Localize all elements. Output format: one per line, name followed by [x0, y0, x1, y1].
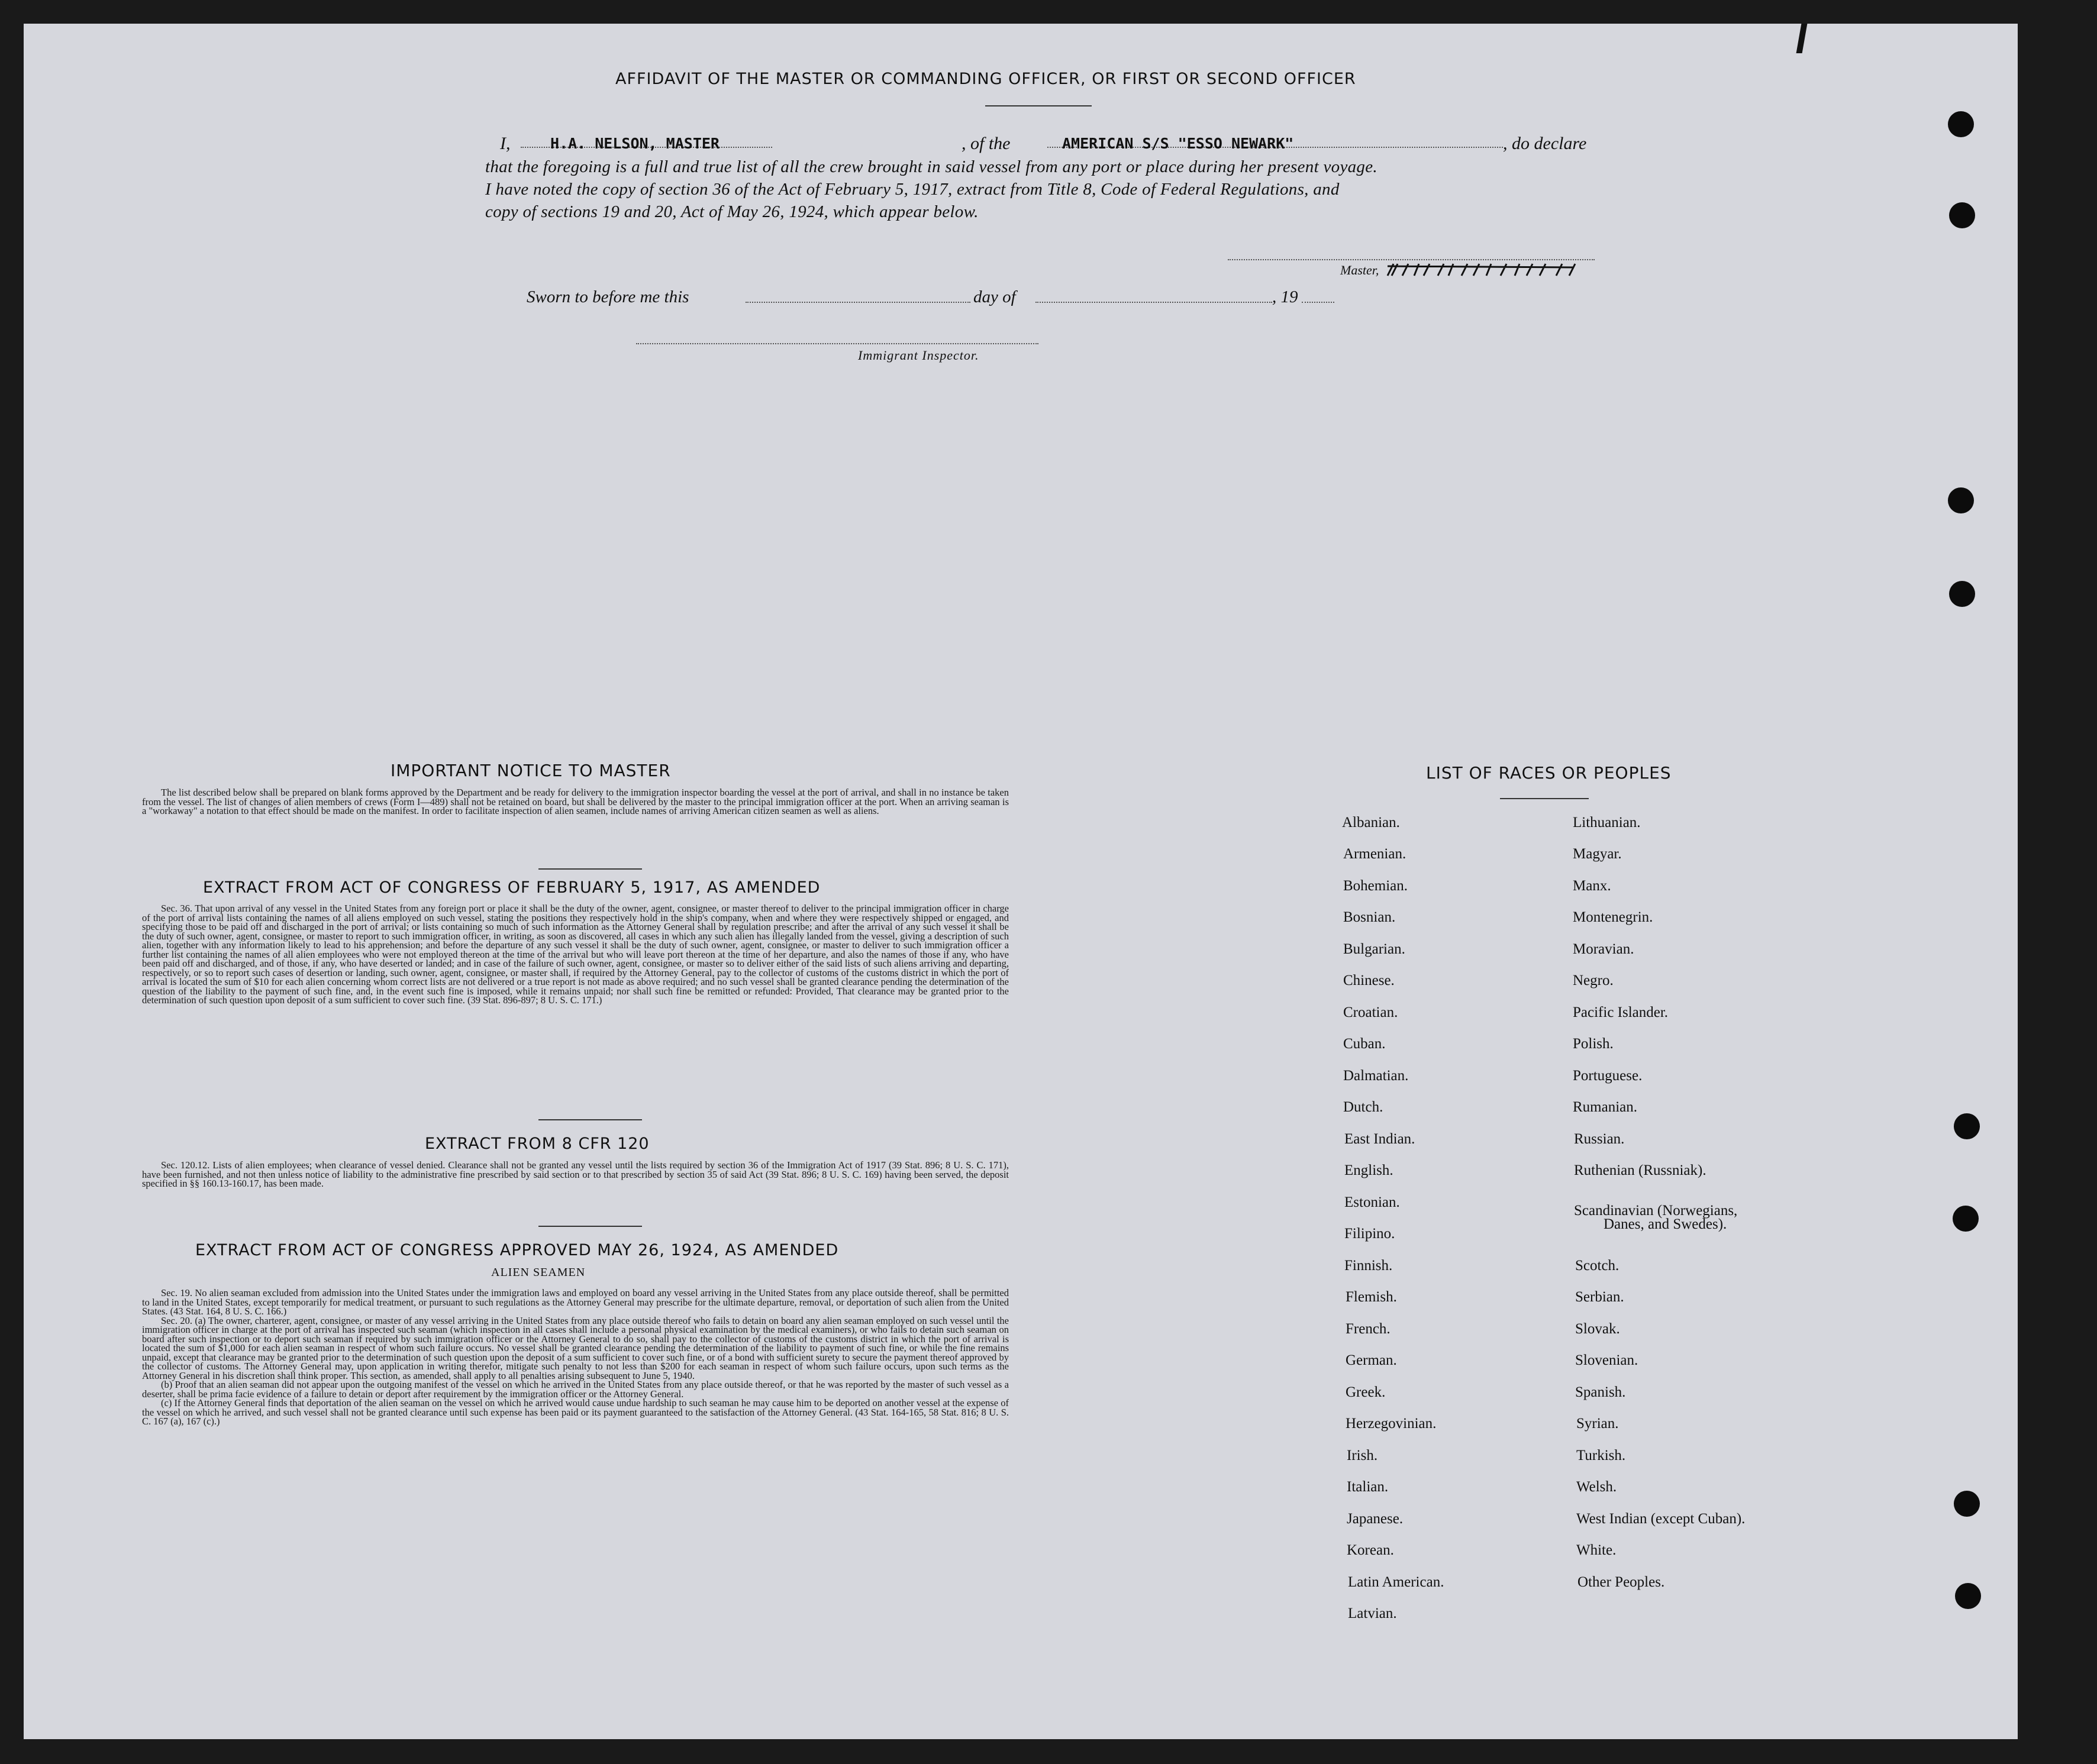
section-20a-paragraph: Sec. 20. (a) The owner, charterer, agent, consignee, or master of any vessel arriving in the United States from any place outside thereof who fails to detain on board any alien seaman employed on such vessel until the immigration officer in charge at the port of arrival has inspected such seaman (which inspection in all cases shall include a personal physical examination by the medical examiners), or who fails to detain such seaman on board after such inspection or to deport such seaman if required by such immigration officer or the Attorney General to do so, shall pay to the collector of customs of the customs district in which the port of arrival is located the sum of $1,000 for each alien seaman in respect of whom such failure occurs. No vessel shall be granted clearance pending the determination of the liability to payment of such fine, or while the fine remains unpaid, except that clearance may be granted prior to the determination of such question upon the deposit of a sum sufficient to cover such fine, or of a bond with sufficient surety to secure the payment thereof approved by the collector of customs. The Attorney General may, upon application in writing therefor, mitigate such penalty to not less than $200 for each seaman in respect of whom such failure occurs, upon such terms as the Attorney General in his discretion shall think proper. This section, as amended, shall apply to all penalties arising subsequent to June 5, 1940.	[142, 1314, 1009, 1381]
race-item: Herzegovinian.	[1346, 1416, 1437, 1432]
year-prefix: , 19	[1272, 287, 1298, 306]
race-item: Finnish.	[1344, 1258, 1393, 1274]
sworn-text: Sworn to before me this	[527, 287, 689, 306]
extract-1917-title: EXTRACT FROM ACT OF CONGRESS OF FEBRUARY 5, 1917, AS AMENDED	[203, 878, 821, 897]
vessel-name-field: AMERICAN S/S "ESSO NEWARK"	[1062, 135, 1294, 152]
signature-label: Master,	[1340, 263, 1379, 277]
race-item: West Indian (except Cuban).	[1576, 1511, 1746, 1527]
race-item: White.	[1576, 1542, 1617, 1558]
race-item: Danes, and Swedes).	[1604, 1216, 1727, 1232]
inspector-label: Immigrant Inspector.	[858, 348, 979, 363]
title-divider	[985, 105, 1092, 106]
signature-scribble	[1385, 260, 1580, 278]
punch-hole	[1949, 202, 1975, 228]
race-item: Lithuanian.	[1573, 815, 1641, 831]
punch-hole	[1954, 1113, 1980, 1139]
race-item: Dutch.	[1343, 1099, 1383, 1115]
section-19-paragraph: Sec. 19. No alien seaman excluded from admission into the United States under the immigration laws and employed on board any vessel arriving in the United States from any place outside thereof, shall be permitted to land in the United States, except temporarily for medical treatment, or pursuant to such regulations as the Attorney General may prescribe for the ultimate departure, removal, or deportation of such alien from the United States. (43 Stat. 164, 8 U. S. C. 166.)	[142, 1287, 1009, 1317]
race-item: Russian.	[1574, 1131, 1625, 1147]
race-item: Syrian.	[1576, 1416, 1619, 1432]
signature-strokes	[1385, 260, 1580, 278]
race-item: Japanese.	[1347, 1511, 1404, 1527]
notice-title: IMPORTANT NOTICE TO MASTER	[391, 761, 671, 780]
race-item: Latvian.	[1348, 1605, 1397, 1621]
affidavit-line-4: copy of sections 19 and 20, Act of May 26, 1924, which appear below.	[485, 202, 979, 221]
race-item: Estonian.	[1344, 1194, 1400, 1210]
race-item: Serbian.	[1575, 1289, 1624, 1305]
intro-i: I,	[500, 134, 511, 153]
punch-hole	[1955, 1583, 1981, 1609]
race-item: Polish.	[1573, 1036, 1614, 1052]
affidavit-line-1	[500, 134, 720, 154]
race-item: Ruthenian (Russniak).	[1574, 1162, 1706, 1178]
race-item: Montenegrin.	[1573, 909, 1653, 925]
race-item: Spanish.	[1575, 1384, 1626, 1400]
do-declare-text: , do declare	[1503, 134, 1587, 153]
punch-hole	[1949, 581, 1975, 607]
race-item: Cuban.	[1343, 1036, 1386, 1052]
affidavit-line-2: that the foregoing is a full and true list of all the crew brought in said vessel from any port or place during her present voyage.	[485, 157, 1377, 176]
race-item: Pacific Islander.	[1573, 1004, 1669, 1020]
race-item: Scandinavian (Norwegians,	[1574, 1203, 1738, 1219]
race-item: Korean.	[1347, 1542, 1394, 1558]
race-item: Filipino.	[1344, 1226, 1395, 1242]
race-item: French.	[1346, 1321, 1391, 1337]
race-item: Dalmatian.	[1343, 1068, 1409, 1084]
race-item: Croatian.	[1343, 1004, 1398, 1020]
extract-cfr-body	[142, 1161, 1009, 1188]
race-item: Chinese.	[1343, 973, 1395, 988]
notice-body	[142, 788, 1009, 816]
affidavit-line-3: I have noted the copy of section 36 of the Act of February 5, 1917, extract from Title 8, Code of Federal Regulations, and	[485, 180, 1340, 199]
extract-1924-body	[142, 1288, 1009, 1426]
extract-cfr-title: EXTRACT FROM 8 CFR 120	[425, 1135, 650, 1153]
alien-seamen-subtitle: ALIEN SEAMEN	[491, 1266, 586, 1279]
race-item: Manx.	[1573, 878, 1611, 894]
of-the-text: , of the	[962, 134, 1011, 153]
race-item: Other Peoples.	[1577, 1574, 1665, 1590]
race-item: Italian.	[1347, 1479, 1389, 1495]
race-item: Flemish.	[1346, 1289, 1397, 1305]
race-item: Irish.	[1347, 1448, 1378, 1463]
section-120-paragraph: Sec. 120.12. Lists of alien employees; when clearance of vessel denied. Clearance shall not be granted any vessel until the lists required by section 36 of the Immigration Act of 1917 (39 Stat. 896; 8 U. S. C. 171), have been furnished, and not then unless notice of liability to the administrative fine prescribed by said section or to that prescribed by section 35 of said Act (39 Stat. 896; 8 U. S. C. 169) having been served, the deposit specified in §§ 160.13-160.17, has been made.	[142, 1159, 1009, 1189]
race-item: Magyar.	[1573, 846, 1622, 862]
race-item: East Indian.	[1344, 1131, 1415, 1147]
race-item: Scotch.	[1575, 1258, 1619, 1274]
races-title: LIST OF RACES OR PEOPLES	[1426, 763, 1672, 783]
section-20c-paragraph: (c) If the Attorney General finds that deportation of the alien seaman on the vessel on which he arrived would cause undue hardship to such seaman he may cause him to be deported on another vessel at the expense of the vessel on which he arrived, and such vessel shall not be granted clearance until such expense has been paid or its payment guaranteed to the satisfaction of the Attorney General. (43 Stat. 164-165, 58 Stat. 816; 8 U. S. C. 167 (a), 167 (c).)	[142, 1397, 1009, 1427]
race-item: Turkish.	[1576, 1448, 1626, 1463]
punch-hole	[1948, 111, 1974, 137]
race-item: Greek.	[1346, 1384, 1386, 1400]
race-item: Negro.	[1573, 973, 1614, 988]
master-name-field: H.A. NELSON, MASTER	[550, 135, 720, 152]
corner-mark	[1796, 24, 1808, 53]
race-item: German.	[1346, 1352, 1397, 1368]
race-item: Portuguese.	[1573, 1068, 1643, 1084]
punch-hole	[1954, 1491, 1980, 1517]
affidavit-title: AFFIDAVIT OF THE MASTER OR COMMANDING OFFICER, OR FIRST OR SECOND OFFICER	[615, 70, 1356, 88]
race-item: Slovak.	[1575, 1321, 1620, 1337]
race-item: Rumanian.	[1573, 1099, 1638, 1115]
notice-paragraph: The list described below shall be prepared on blank forms approved by the Department and be ready for delivery to the immigration inspector boarding the vessel at the port of arrival, and shall in no instance be taken from the vessel. The list of changes of alien members of crews (Form I—489) shall not be retained on board, but shall be delivered by the master to the principal immigration officer at the port. When an arriving seaman is a "workaway" a notation to that effect should be made on the manifest. In order to facilitate inspection of alien seamen, include names of arriving American citizen seamen as well as aliens.	[142, 787, 1009, 816]
extract-1917-divider	[538, 1119, 642, 1120]
notice-divider	[538, 868, 642, 870]
race-item: Latin American.	[1348, 1574, 1444, 1590]
punch-hole	[1948, 487, 1974, 513]
races-divider	[1500, 798, 1589, 799]
day-of-text: day of	[973, 287, 1016, 306]
race-item: Bohemian.	[1343, 878, 1408, 894]
extract-1917-body	[142, 904, 1009, 1005]
race-item: English.	[1344, 1162, 1393, 1178]
race-item: Slovenian.	[1575, 1352, 1638, 1368]
race-item: Moravian.	[1573, 941, 1634, 957]
race-item: Albanian.	[1342, 815, 1400, 831]
punch-hole	[1953, 1206, 1979, 1232]
race-item: Bulgarian.	[1343, 941, 1405, 957]
race-item: Bosnian.	[1343, 909, 1396, 925]
section-20b-paragraph: (b) Proof that an alien seaman did not appear upon the outgoing manifest of the vessel on which he arrived in the United States from any place outside thereof, or that he was reported by the master of such vessel as a deserter, shall be prima facie evidence of a failure to detain or deport after requirement by the immigration officer or the Attorney General.	[142, 1379, 1009, 1400]
section-36-paragraph: Sec. 36. That upon arrival of any vessel in the United States from any foreign port or place it shall be the duty of the owner, agent, consignee, or master thereof to deliver to the principal immigration officer in charge of the port of arrival lists containing the names of all aliens employed on such vessel, stating the positions they respectively hold in the ship's company, when and where they were respectively shipped or engaged, and specifying those to be paid off and discharged in the port of arrival; or lists containing so much of such information as the Attorney General shall by regulation prescribe; and after the arrival of any such vessel it shall be the duty of such owner, agent, consignee, or master to report to such immigration officer, in writing, as soon as discovered, all cases in which any such alien has illegally landed from the vessel, giving a description of such alien, together with any information likely to lead to his apprehension; and before the departure of any such vessel it shall be the duty of such owner, agent, consignee, or master to deliver to such immigration officer a further list containing the names of all alien employees who were not employed thereon at the time of the arrival but who will leave port thereon at the time of her departure, and also the names of those if any, who have been paid off and discharged, and of those, if any, who have deserted or landed; and in case of the failure of such owner, agent, consignee, or master so to deliver either of the said lists of such aliens arriving and departing, respectively, or so to report such cases of desertion or landing, such owner, agent, consignee, or master shall, if required by the Attorney General, pay to the collector of customs of the customs district in which the port of arrival is located the sum of $10 for each alien concerning whom correct lists are not delivered or a true report is not made as above required; and no such vessel shall be granted clearance pending the determination of the question of the liability to the payment of such fine, and, in the event such fine is imposed, while it remains unpaid; nor shall such fine be remitted or refunded: Provided, That clearance may be granted prior to the determination of such question upon deposit of a sum sufficient to cover such fine. (39 Stat. 896-897; 8 U. S. C. 171.)	[142, 903, 1009, 1006]
race-item: Welsh.	[1576, 1479, 1617, 1495]
extract-1924-title: EXTRACT FROM ACT OF CONGRESS APPROVED MAY 26, 1924, AS AMENDED	[195, 1241, 839, 1259]
form-page	[24, 24, 2018, 1739]
race-item: Armenian.	[1343, 846, 1406, 862]
extract-cfr-divider	[538, 1226, 642, 1227]
